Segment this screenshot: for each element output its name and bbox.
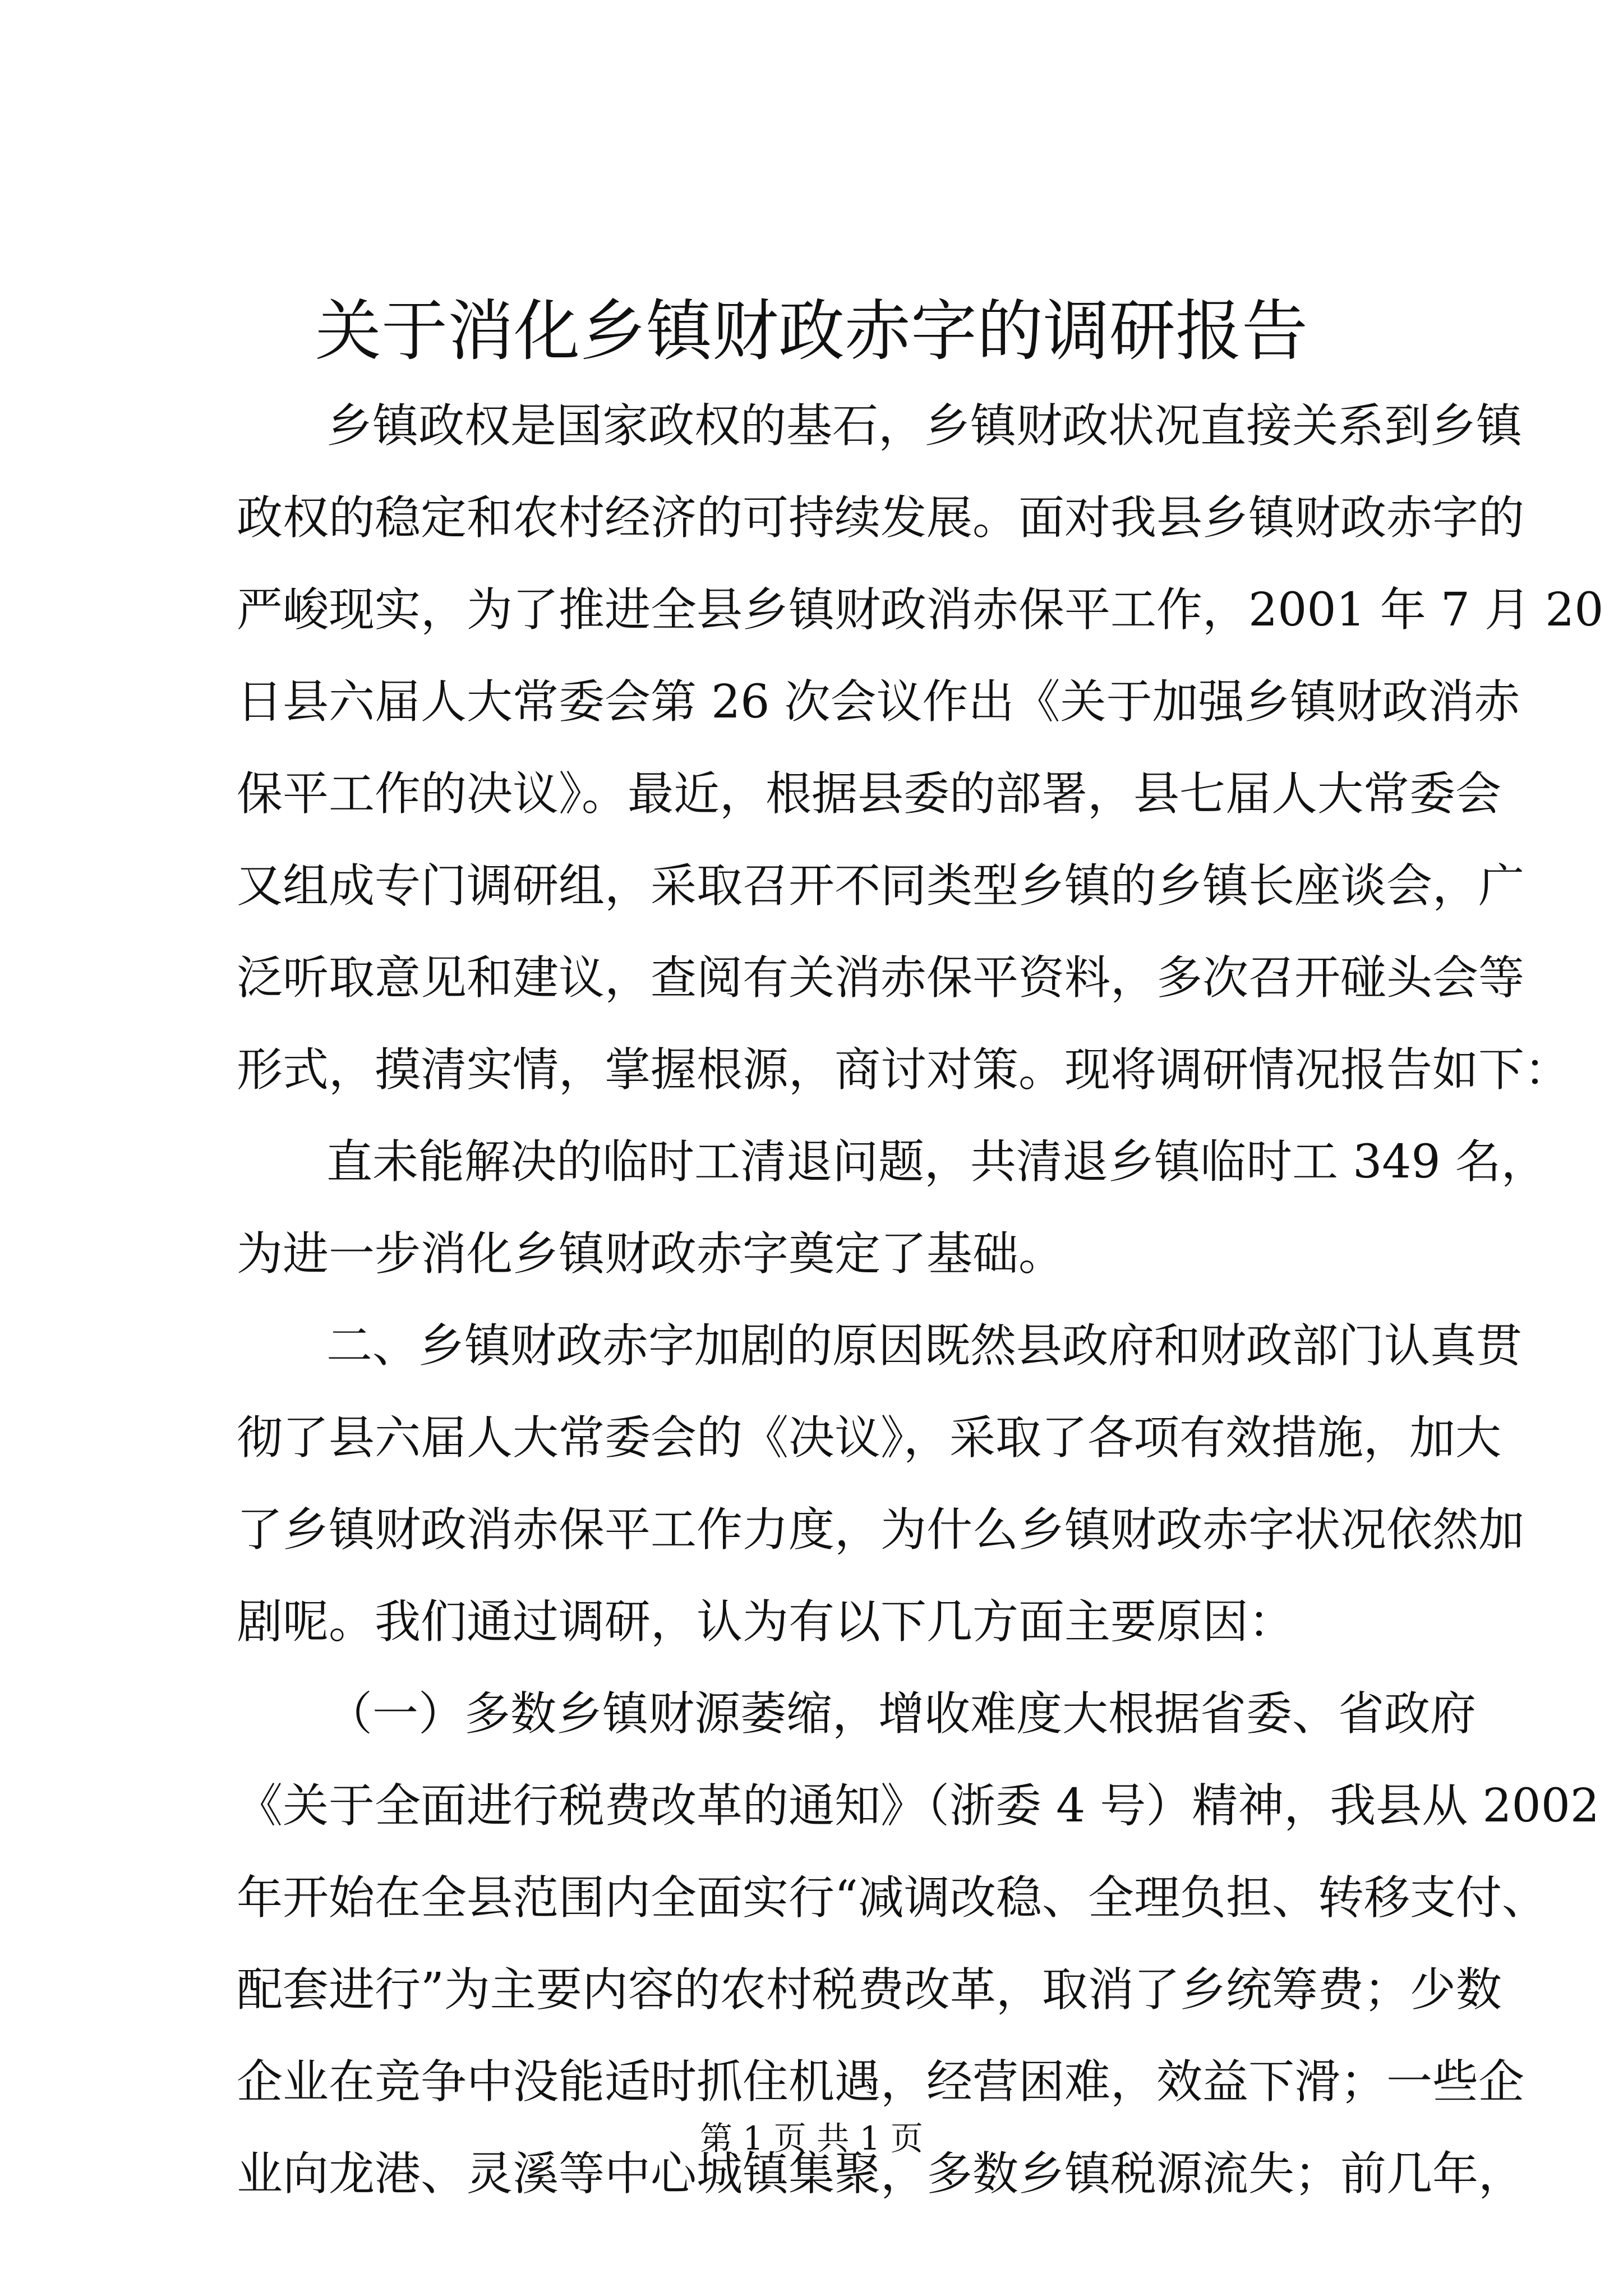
- text-line: 形式，摸清实情，掌握根源，商讨对策。现将调研情况报告如下：: [237, 1043, 1571, 1097]
- paragraph-temp-workers: [219, 1116, 1547, 1300]
- text-line: 企业在竞争中没能适时抓住机遇，经营困难，效益下滑；一些企: [237, 2055, 1525, 2109]
- text-line: 保平工作的决议》。最近，根据县委的部署，县七届人大常委会: [237, 767, 1502, 821]
- page-footer: 第 1 页 共 1 页: [700, 2119, 923, 2157]
- text-line: （一）多数乡镇财源萎缩，增收难度大根据省委、省政府: [326, 1687, 1477, 1741]
- text-line: 直未能解决的临时工清退问题，共清退乡镇临时工 349 名，: [326, 1135, 1547, 1189]
- text-line: 乡镇政权是国家政权的基石，乡镇财政状况直接关系到乡镇: [326, 399, 1523, 453]
- text-line: 为进一步消化乡镇财政赤字奠定了基础。: [237, 1227, 1065, 1281]
- text-line: 日县六届人大常委会第 26 次会议作出《关于加强乡镇财政消赤: [237, 675, 1520, 729]
- text-line: 严峻现实，为了推进全县乡镇财政消赤保平工作，2001 年 7 月 20: [237, 583, 1604, 637]
- document-body: [219, 380, 1604, 2220]
- paragraph-intro: [219, 380, 1604, 1116]
- text-line: 年开始在全县范围内全面实行“减调改稳、全理负担、转移支付、: [237, 1871, 1548, 1925]
- text-line: 泛听取意见和建议，查阅有关消赤保平资料，多次召开碰头会等: [237, 951, 1525, 1005]
- text-line: 政权的稳定和农村经济的可持续发展。面对我县乡镇财政赤字的: [237, 491, 1525, 545]
- text-line: 《关于全面进行税费改革的通知》（浙委 4 号）精神，我县从 2002: [237, 1779, 1600, 1833]
- text-line: 又组成专门调研组，采取召开不同类型乡镇的乡镇长座谈会，广: [237, 859, 1525, 913]
- text-line: 二、乡镇财政赤字加剧的原因既然县政府和财政部门认真贯: [326, 1319, 1523, 1373]
- text-line: 业向龙港、灵溪等中心城镇集聚，多数乡镇税源流失；前几年，: [237, 2147, 1525, 2201]
- text-line: 剧呢。我们通过调研，认为有以下几方面主要原因：: [237, 1595, 1295, 1649]
- text-line: 配套进行”为主要内容的农村税费改革，取消了乡统筹费；少数: [237, 1963, 1502, 2017]
- document-title: 关于消化乡镇财政赤字的调研报告: [315, 292, 1308, 370]
- text-line: 了乡镇财政消赤保平工作力度，为什么乡镇财政赤字状况依然加: [237, 1503, 1525, 1557]
- paragraph-section-two: [219, 1300, 1525, 1668]
- text-line: 彻了县六届人大常委会的《决议》，采取了各项有效措施，加大: [237, 1411, 1502, 1465]
